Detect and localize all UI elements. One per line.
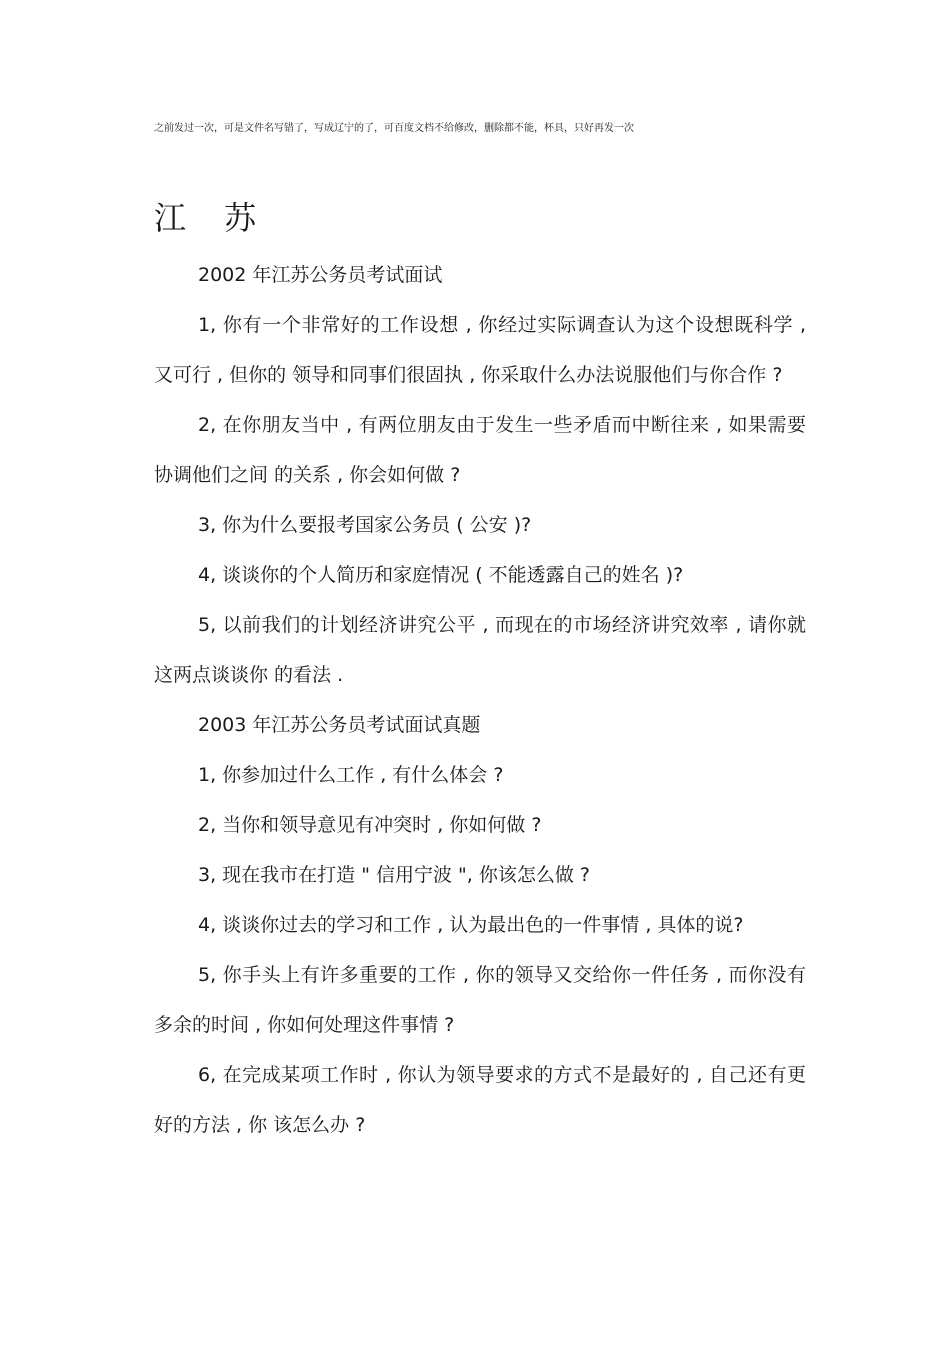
upload-note: 之前发过一次，可是文件名写错了，写成辽宁的了，可百度文档不给修改，删除都不能，杯具，只好再发一次: [154, 123, 634, 134]
question-2002-5: 5, 以前我们的计划经济讲究公平 , 而现在的市场经济讲究效率 , 请你就这两点谈谈你 的看法 .: [154, 614, 806, 686]
question-2002-3: 3, 你为什么要报考国家公务员 ( 公安 )?: [198, 514, 532, 536]
question-2003-2: 2, 当你和领导意见有冲突时 , 你如何做 ?: [198, 814, 542, 836]
question-2003-4: 4, 谈谈你过去的学习和工作 , 认为最出色的一件事情 , 具体的说?: [198, 914, 744, 936]
document-body: [154, 250, 806, 1150]
question-2002-4: 4, 谈谈你的个人简历和家庭情况 ( 不能透露自己的姓名 )?: [198, 564, 684, 586]
question-2003-3: 3, 现在我市在打造 " 信用宁波 ", 你该怎么做 ?: [198, 864, 590, 886]
section-title-jiangsu: 江 苏: [154, 199, 271, 237]
question-2002-2: 2, 在你朋友当中 , 有两位朋友由于发生一些矛盾而中断往来 , 如果需要协调他们之间 的关系 , 你会如何做 ?: [154, 414, 806, 486]
question-2003-1: 1, 你参加过什么工作 , 有什么体会 ?: [198, 764, 504, 786]
question-2003-6: 6, 在完成某项工作时 , 你认为领导要求的方式不是最好的 , 自己还有更好的方法 , 你 该怎么办 ?: [154, 1064, 806, 1136]
heading-2002: 2002 年江苏公务员考试面试: [198, 264, 443, 286]
question-2003-5: 5, 你手头上有许多重要的工作 , 你的领导又交给你一件任务 , 而你没有多余的时间 , 你如何处理这件事情 ?: [154, 964, 806, 1036]
heading-2003: 2003 年江苏公务员考试面试真题: [198, 714, 481, 736]
question-2002-1: 1, 你有一个非常好的工作设想 , 你经过实际调查认为这个设想既科学 , 又可行 , 但你的 领导和同事们很固执 , 你采取什么办法说服他们与你合作 ?: [154, 314, 806, 386]
